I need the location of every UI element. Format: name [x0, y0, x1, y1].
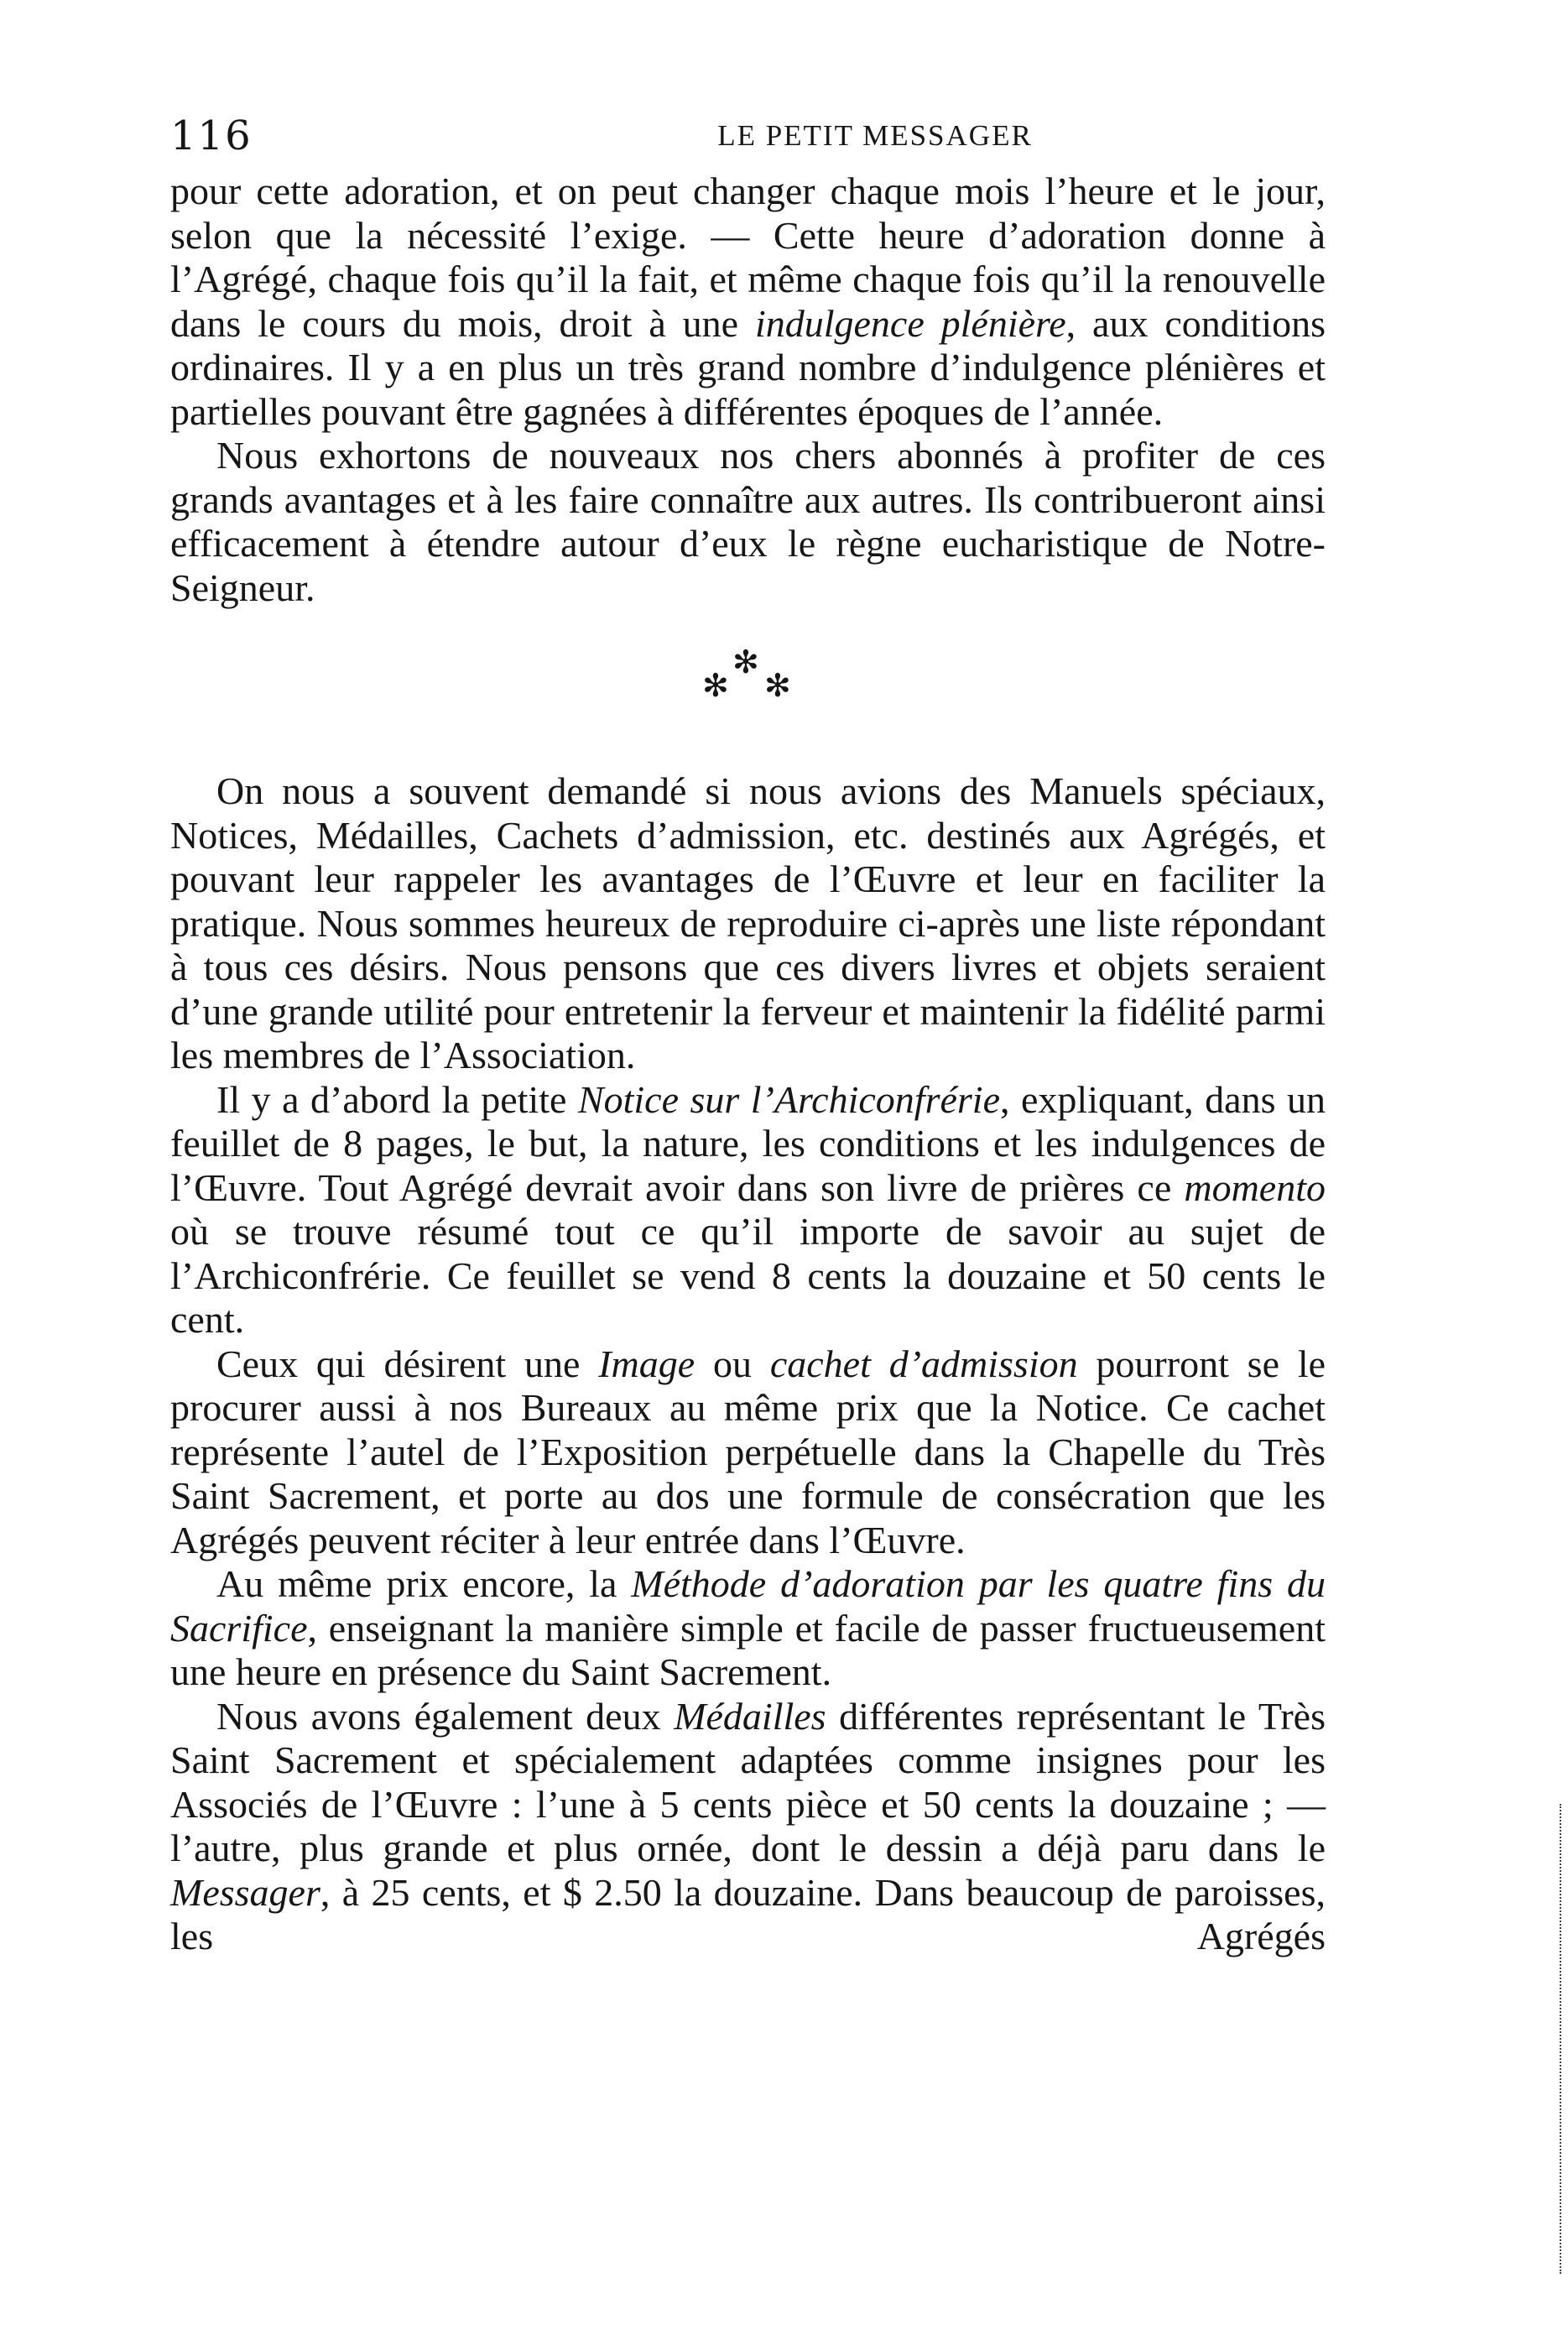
paragraph-7-text-c: , à 25 cents, et $ 2.50 la douzaine. Dans beaucoup de paroisses, les Agrégés — [170, 1870, 1326, 1957]
scan-edge-marks — [1560, 1804, 1568, 2274]
asterisk-left-icon: ✻ — [702, 669, 729, 704]
paragraph-5-text-c: pourront se le procurer aussi à nos Bureaux au même prix que la Notice. Ce cachet représente l’autel de l’Exposition perpétuelle dans la Chapelle du Très Saint Sacrement, et porte au dos une formule de consécration que les Agrégés peuvent réciter à leur entrée dans l’Œuvre. — [170, 1342, 1326, 1561]
paragraph-7-text-a: Nous avons également deux — [216, 1694, 675, 1738]
paragraph-4-text-a: Il y a d’abord la petite — [216, 1077, 578, 1121]
paragraph-5-italic-2: cachet d’admission — [769, 1342, 1078, 1385]
paragraph-7-italic-2: Messager — [170, 1870, 320, 1914]
page-number: 116 — [170, 112, 253, 159]
running-title: LE PETIT MESSAGER — [717, 119, 1033, 152]
paragraph-2: Nous exhortons de nouveaux nos chers abonnés à profiter de ces grands avantages et à les faire connaître aux autres. Ils contribueront ainsi efficacement à étendre autour d’eux le règne eucharistique de Notre-Seigneur. — [170, 434, 1326, 609]
paragraph-7-italic-1: Médailles — [674, 1694, 826, 1738]
paragraph-4-italic-2: momento — [1184, 1165, 1326, 1209]
paragraph-4-text-b: , expliquant, dans un feuillet de 8 pages, le but, la nature, les conditions et les indulgences de l’Œuvre. Tout Agrégé devrait avoir dans son livre de prières ce — [170, 1077, 1326, 1209]
paragraph-5-text-b: ou — [695, 1342, 770, 1385]
paragraph-6-text-a: Au même prix encore, la — [216, 1562, 632, 1605]
paragraph-1-text-b: , aux conditions ordinaires. Il y a en plus un très grand nombre d’indulgence plénières et partielles pouvant être gagnées à différentes époques de l’année. — [170, 301, 1326, 433]
body-text — [170, 169, 1326, 1959]
paragraph-5 — [170, 1342, 1326, 1563]
paragraph-1-text-a: pour cette adoration, et on peut changer chaque mois l’heure et le jour, selon que la nécessité l’exige. — Cette heure d’adoration donne à l’Agrégé, chaque fois qu’il la fait, et même chaque fois qu’il la renouvelle dans le cours du mois, droit à une — [170, 169, 1326, 345]
paragraph-6-text-b: , enseignant la manière simple et facile de passer fructueusement une heure en présence du Saint Sacrement. — [170, 1606, 1326, 1693]
paragraph-1-italic: indulgence plénière — [754, 301, 1066, 345]
paragraph-4-text-c: où se trouve résumé tout ce qu’il importe de savoir au sujet de l’Archiconfrérie. Ce feuillet se vend 8 cents la douzaine et 50 cents le cent. — [170, 1210, 1326, 1341]
asterisk-right-icon: ✻ — [764, 669, 791, 704]
paragraph-7 — [170, 1695, 1326, 1959]
paragraph-4 — [170, 1078, 1326, 1342]
asterism-separator — [170, 610, 1326, 769]
paragraph-5-italic-1: Image — [598, 1342, 695, 1385]
paragraph-1 — [170, 169, 1326, 434]
paragraph-6 — [170, 1562, 1326, 1695]
paragraph-3: On nous a souvent demandé si nous avions des Manuels spéciaux, Notices, Médailles, Cachets d’admission, etc. destinés aux Agrégés, et pouvant leur rappeler les avantages de l’Œuvre et leur en faciliter la pratique. Nous sommes heureux de reproduire ci-après une liste répondant à tous ces désirs. Nous pensons que ces divers livres et objets seraient d’une grande utilité pour entretenir la ferveur et maintenir la fidélité parmi les membres de l’Association. — [170, 769, 1326, 1076]
paragraph-5-text-a: Ceux qui désirent une — [216, 1342, 599, 1385]
paragraph-7-text-b: différentes représentant le Très Saint Sacrement et spécialement adaptées comme insignes pour les Associés de l’Œuvre : l’une à 5 cents pièce et 50 cents la douzaine ; — l’autre, plus grande et plus ornée, dont le dessin a déjà paru dans le — [170, 1694, 1326, 1869]
paragraph-4-italic-1: Notice sur l’Archiconfrérie — [577, 1077, 1000, 1121]
paragraph-6-italic-1: Méthode d’adoration par les quatre fins du Sacrifice — [170, 1562, 1326, 1650]
page-header — [170, 111, 1326, 161]
asterisk-top-icon: ✻ — [732, 645, 759, 680]
